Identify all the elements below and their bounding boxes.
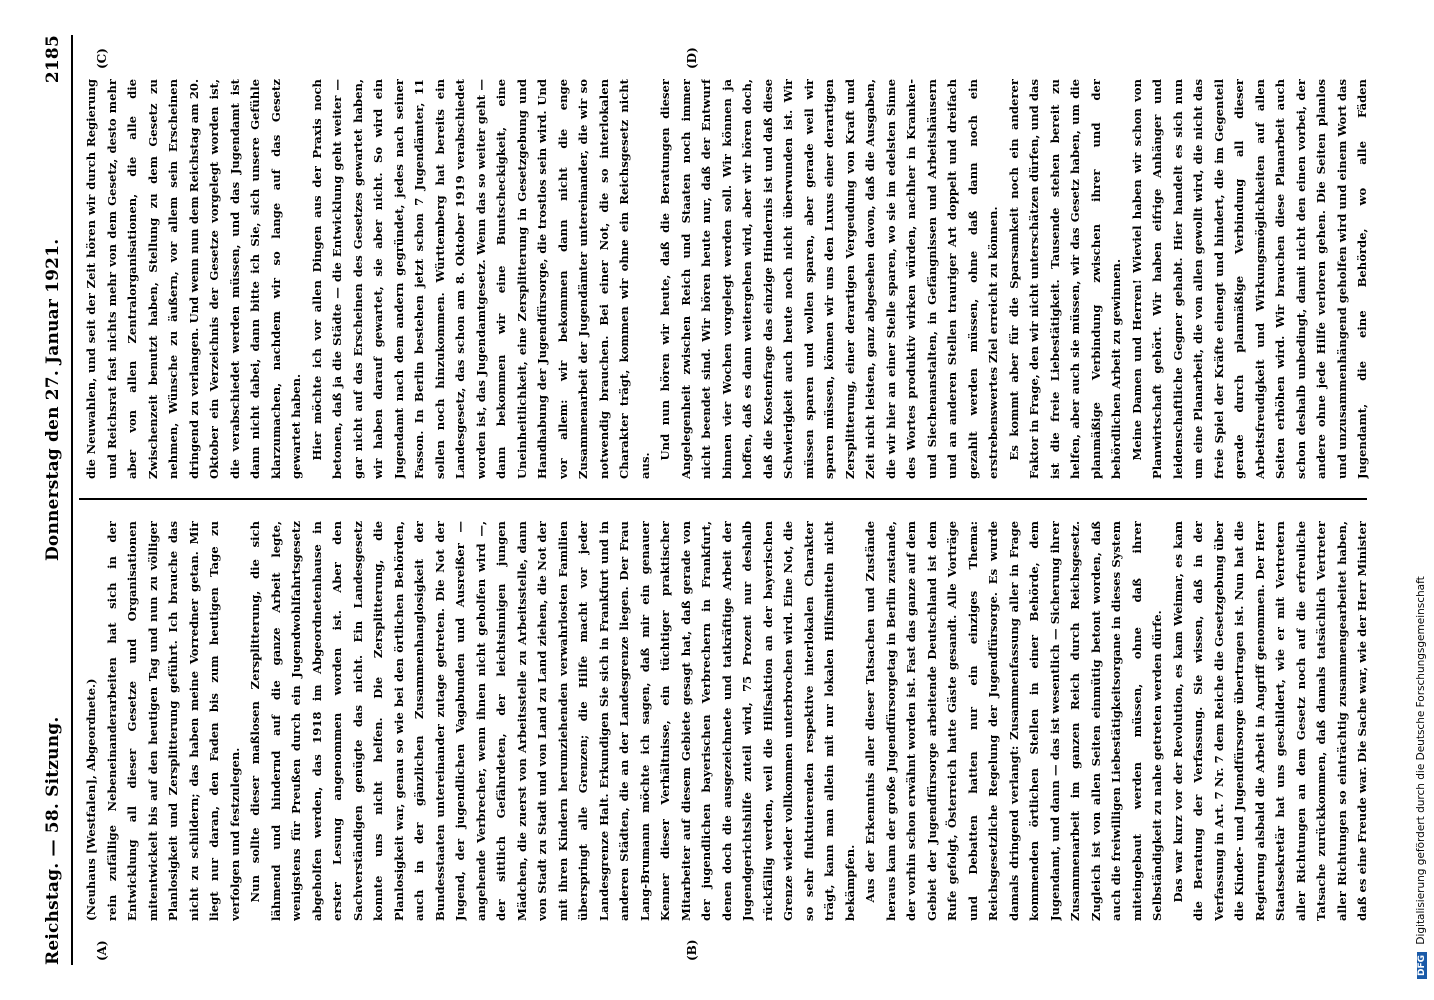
page-number: 2185 xyxy=(43,35,63,84)
paragraph: Und nun hören wir heute, daß die Beratungen dieser Angelegenheit zwischen Reich und Staaten noch immer nicht beendet sind. Wir hören heute nur, daß der Entwurf binnen vier Wochen vorgelegt werden soll. Wir können ja hoffen, daß es dann weitergehen wird, aber wir hören doch, daß die Kostenfrage das einzige Hindernis ist und daß diese Schwierigkeit auch heute noch nicht überwunden ist. Wir müssen sparen und wollen sparen, aber gerade weil wir sparen müssen, können wir uns den Luxus einer derartigen Zersplitterung, einer derartigen Vergeudung von Kraft und Zeit nicht leisten, ganz abgesehen davon, daß die Ausgaben, die wir hier an einer Stelle sparen, wo sie im edelsten Sinne des Wortes produktiv wirken würden, nachher in Kranken- und Siechenanstalten, in Gefängnissen und Arbeitshäusern und an anderen Stellen trauriger Art doppelt und dreifach gezahlt werden müssen, ohne daß dann noch ein erstrebenswertes Ziel erreicht zu können. xyxy=(658,79,1000,479)
margin-mark-d: (D) xyxy=(685,47,699,69)
dfg-logo: DFG xyxy=(1417,952,1427,979)
speaker-note: (Neuhaus [Westfalen], Abgeordnete.) xyxy=(84,678,98,921)
document-page xyxy=(35,35,1375,965)
header-left: Reichstag. — 58. Sitzung. xyxy=(43,716,63,965)
paragraph: Nun sollte dieser maßlosen Zersplitterung, die sich lähmend und hindernd auf die ganze Arbeit legte, wenigstens für Preußen durch ein Jugendwohlfahrtsgesetz abgeholfen werden, das 1918 im Abgeordnetenhause in erster Lesung angenommen worden ist. Aber den Sachverständigen genügte das nicht. Ein Landesgesetz konnte uns nicht helfen. Die Zersplitterung, die Planlosigkeit war, genau so wie bei den örtlichen Behörden, auch in der gänzlichen Zusammenhanglosigkeit der Bundesstaaten untereinander zutage getreten. Die Not der Jugend, der jugendlichen Vagabunden und Ausreißer — angehende Verbrecher, wenn ihnen nicht geholfen wird —, der sittlich Gefährdeten, der leichtsinnigen jungen Mädchen, die zuerst von Arbeitsstelle zu Arbeitsstelle, dann von Stadt zu Stadt und von Land zu Land ziehen, die Not der mit ihren Kindern herumziehenden verwahrlosten Familien überspringt alle Grenzen; die Hilfe macht vor jeder Landesgrenze Halt. Erkundigen Sie sich in Frankfurt und in anderen Städten, die an der Landesgrenze liegen. Der Frau Lang-Brumann möchte ich sagen, daß mir ein genauer Kenner dieser Verhältnisse, ein tüchtiger praktischer Mitarbeiter auf diesem Gebiete gesagt hat, daß gerade von der jugendlichen bayerischen Verbrechern in Frankfurt, denen doch die ausgezeichnete und tatkräftige Arbeit der Jugendgerichtshilfe zuteil wird, 75 Prozent nur deshalb rückfällig werden, weil die Hilfsaktion an der bayerischen Grenze wieder vollkommen unterbrochen wird. Eine Not, die so sehr fluktuierenden respektive interlokalen Charakter trägt, kann man allein mit nur lokalen Hilfsmitteln nicht bekämpfen. xyxy=(248,521,857,921)
header-rule xyxy=(71,35,73,965)
paragraph: Meine Damen und Herren! Wieviel haben wir schon von Planwirtschaft gehört. Wir haben eifrige Anhänger und leidenschaftliche Gegner gehabt. Hier handelt es sich nun um eine Planarbeit, die von allen gewollt wird, die nicht das freie Spiel der Kräfte einengt und hindert, die im Gegenteil gerade durch planmäßige Verbindung all dieser Arbeitsfreudigkeit und Wirkungsmöglichkeiten auf allen Seiten erhöhen wird. Wir brauchen diese Planarbeit auch schon deshalb unbedingt, damit nicht den einen vorbei, der andere ohne jede Hilfe verloren gehen. Die Seiten planlos und unzusammenhängend geholfen wird und einem Wort das Jugendamt, die eine Behörde, wo alle Fäden xyxy=(1129,79,1369,479)
paragraph: Es kommt aber für die Sparsamkeit noch ein anderer Faktor in Frage, den wir nicht unterschätzen dürfen, und das ist die freie Liebestätigkeit. Tausende stehen bereit zu helfen, aber auch sie müssen, wir das Gesetz haben, um die planmäßige Verbindung zwischen ihrer und der behördlichen Arbeit zu gewinnen. xyxy=(1006,79,1123,479)
paragraph: die Neuwahlen, und seit der Zeit hören wir durch Regierung und Reichsrat fast nichts mehr von dem Gesetz, desto mehr aber von allen Zentralorganisationen, die alle die Zwischenzeit benutzt haben, Stellung zu dem Gesetz zu nehmen, Wünsche zu äußern, vor allem sein Erscheinen dringend zu verlangen. Und wenn nun dem Reichstag am 20. Oktober ein Verzeichnis der Gesetze vorgelegt worden ist, die verabschiedet werden müssen, und das Jugendamt ist dann nicht dabei, dann bitte ich Sie, sich unsere Gefühle klarzumachen, nachdem wir so lange auf das Gesetz gewartet haben. xyxy=(84,79,303,479)
digitization-note xyxy=(1408,10,1434,990)
left-column xyxy=(81,521,1369,921)
paragraph: Aus der Erkenntnis aller dieser Tatsachen und Zustände heraus kam der große Jugendfürsorgetag in Berlin zustande, der vorhin schon erwähnt worden ist. Fast das ganze auf dem Gebiet der Jugendfürsorge arbeitende Deutschland ist dem Rufe gefolgt, Österreich hatte Gäste gesandt. Alle Vorträge und Debatten hatten nur ein einziges Thema: Reichsgesetzliche Regelung der Jugendfürsorge. Es wurde damals dringend verlangt: Zusammenfassung aller in Frage kommenden örtlichen Stellen in einer Behörde, dem Jugendamt, und dann — das ist wesentlich — Sicherung ihrer Zusammenarbeit im ganzen Reich durch Reichsgesetz. Zugleich ist von allen Seiten einmütig betont worden, daß auch die freiwilligen Liebestätigkeitsorgane in dieses System miteingebaut werden müssen, ohne daß ihrer Selbständigkeit zu nahe getreten werden dürfe. xyxy=(863,521,1164,921)
paragraph: Das war kurz vor der Revolution, es kam Weimar, es kam die Beratung der Verfassung. Sie wissen, daß in der Verfassung in Art. 7 Nr. 7 dem Reiche die Gesetzgebung über die Kinder- und Jugendfürsorge übertragen ist. Nun hat die Regierung alsbald die Arbeit in Angriff genommen. Der Herr Staatssekretär hat uns geschildert, wie er mit Vertretern aller Richtungen an dem Gesetz noch auf die erfreuliche Tatsache zurückkommen, daß damals tatsächlich Vertreter aller Richtungen so einträchtig zusammengearbeitet haben, daß es eine Freude war. Die Sache war, wie der Herr Minister xyxy=(1170,521,1369,921)
margin-mark-a: (A) xyxy=(95,940,109,961)
margin-mark-b: (B) xyxy=(685,939,699,961)
paragraph: Hier möchte ich vor allen Dingen aus der Praxis noch betonen, daß ja die Städte — die Entwicklung geht weiter — gar nicht auf das Erscheinen des Gesetzes gewartet haben, wir haben darauf gewartet, sie aber nicht. So wird ein Jugendamt nach dem andern gegründet, jedes nach seiner Fasson. In Berlin bestehen jetzt schon 7 Jugendämter, 11 sollen noch hinzukommen. Württemberg hat bereits ein Landesgesetz, das schon am 8. Oktober 1919 verabschiedet worden ist, das Jugendamtgesetz. Wenn das so weiter geht — dann bekommen wir eine Buntscheckigkeit, eine Uneinheitlichkeit, eine Zersplitterung in Gesetzgebung und Handhabung der Jugendfürsorge, die trostlos sein wird. Und vor allem: wir bekommen dann nicht die enge Zusammenarbeit der Jugendämter untereinander, die wir so notwendig brauchen. Bei einer Not, die so interlokalen Charakter trägt, kommen wir ohne ein Reichsgesetz nicht aus. xyxy=(309,79,652,479)
column-divider xyxy=(79,498,1367,500)
running-head xyxy=(43,35,69,965)
margin-mark-c: (C) xyxy=(95,48,109,69)
digitization-note-text: Digitalisierung gefördert durch die Deutsche Forschungsgemeinschaft xyxy=(1415,576,1427,945)
right-column xyxy=(81,79,1369,479)
paragraph: rein zufällige Nebeneinanderarbeiten hat sich in der Entwicklung all dieser Gesetze und Organisationen mitentwickelt bis auf den heutigen Tag und nun zu völliger Planlosigkeit und Zersplitterung geführt. Ich brauche das nicht zu schildern; das haben meine Vorredner getan. Mir liegt nur daran, den Faden bis zum heutigen Tage zu verfolgen und festzulegen. xyxy=(104,521,242,921)
header-date: Donnerstag den 27. Januar 1921. xyxy=(43,238,63,562)
